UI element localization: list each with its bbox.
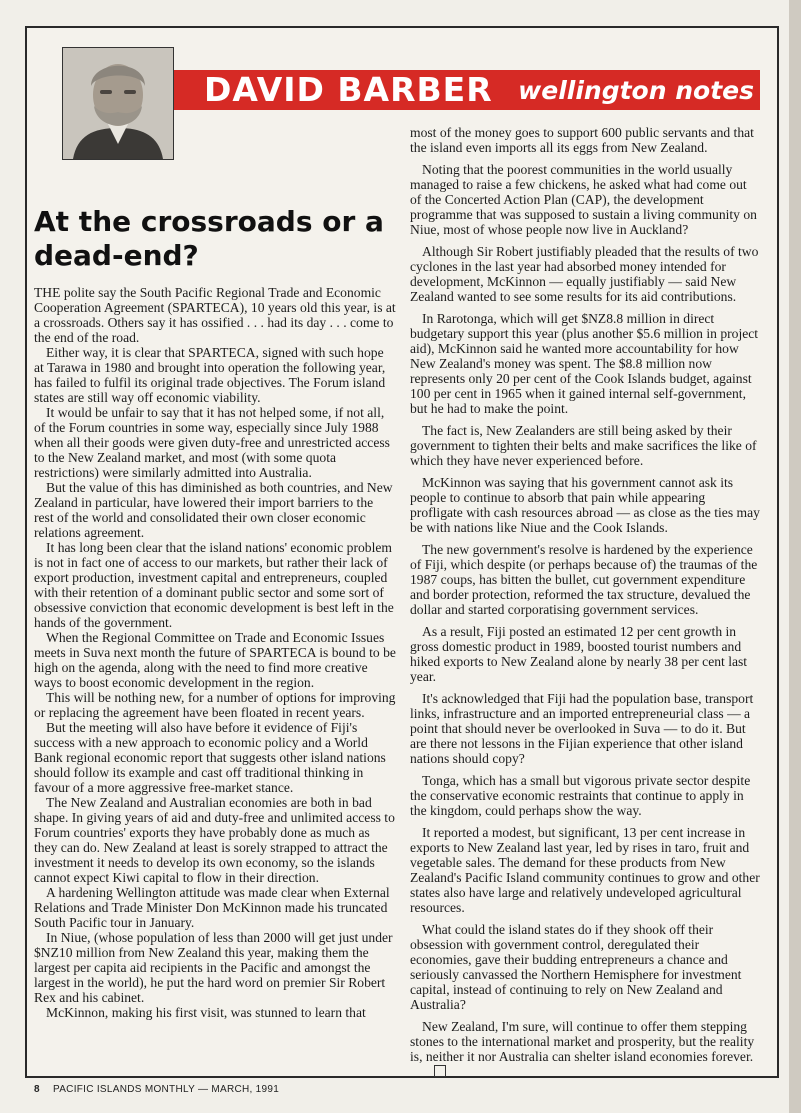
article-paragraph: Noting that the poorest communities in the world usually managed to raise a few chickens, he asked what had come out of the Concerted Action Plan (CAP), the development programme that was supposed to sustain a living community on Niue, most of whose people now live in Auckland? <box>410 162 757 237</box>
article-paragraph: Tonga, which has a small but vigorous private sector despite the conservative economic restraints that continue to apply in the kingdom, could perhaps show the way. <box>410 773 751 818</box>
article-paragraph: It's acknowledged that Fiji had the population base, transport links, infrastructure and an imported entrepreneurial class — a point that should never be overlooked in Suva — to do it. But are there not lessons in the Fijian experience that other island nations should copy? <box>410 691 754 766</box>
article-paragraph: McKinnon, making his first visit, was stunned to learn that <box>46 1005 366 1020</box>
article-paragraph: What could the island states do if they shook off their obsession with government control, deregulated their economies, gave their budding entrepreneurs a chance and seriously canvassed the Northern Hemisphere for investment capital, instead of continuing to rely on New Zealand and Australia? <box>410 922 742 1012</box>
page-number: 8 <box>34 1084 40 1095</box>
article-paragraph: most of the money goes to support 600 public servants and that the island even imports all its eggs from New Zealand. <box>410 125 754 155</box>
article-paragraph: As a result, Fiji posted an estimated 12 per cent growth in gross domestic product in 1989, boosted tourist numbers and hiked exports to New Zealand alone by nearly 38 per cent last year. <box>410 624 748 684</box>
article-paragraph: THE polite say the South Pacific Regional Trade and Economic Cooperation Agreement (SPARTECA), 10 years old this year, is at a crossroads. Others say it has ossified . . . had its day . . . come to the end of the road. <box>34 285 396 345</box>
author-name: DAVID BARBER <box>204 70 493 109</box>
article-paragraph: But the meeting will also have before it evidence of Fiji's success with a new approach to economic policy and a World Bank regional economic report that suggests other island nations should follow its example and cast off traditional thinking in favour of a more aggressive free-market stance. <box>34 720 386 795</box>
page-footer <box>34 1084 279 1095</box>
article-paragraph: This will be nothing new, for a number of options for improving or replacing the agreement have been floated in recent years. <box>34 690 396 720</box>
article-column-right <box>410 125 760 1086</box>
article-paragraph: Either way, it is clear that SPARTECA, signed with such hope at Tarawa in 1980 and brought into operation the following year, has failed to fulfil its original trade objectives. The Forum island states are still way off economic viability. <box>34 345 386 405</box>
article-final-paragraph <box>410 1019 760 1079</box>
article-paragraph: When the Regional Committee on Trade and Economic Issues meets in Suva next month the future of SPARTECA is bound to be high on the agenda, along with the need to find more creative ways to boost economic development in the region. <box>34 630 396 690</box>
column-title: wellington notes <box>518 76 754 105</box>
page-edge <box>789 0 801 1113</box>
article-paragraph: A hardening Wellington attitude was made clear when External Relations and Trade Minister Don McKinnon made his truncated South Pacific tour in January. <box>34 885 390 930</box>
column-banner <box>148 70 760 110</box>
article-paragraph: It reported a modest, but significant, 13 per cent increase in exports to New Zealand last year, led by rises in taro, fruit and vegetable sales. The demand for these products from New Zealand's Pacific Island community continues to grow and other states also have large and relatively undeveloped agricultural resources. <box>410 825 760 915</box>
headline: At the crossroads or a dead-end? <box>34 205 384 272</box>
author-photo <box>62 47 174 160</box>
author-portrait-icon <box>63 48 173 159</box>
article-paragraph-text: New Zealand, I'm sure, will continue to offer them stepping stones to the international market and prosperity, but the reality is, neither it nor Australia can shelter island economies forever. <box>410 1019 755 1064</box>
article-paragraph: In Niue, (whose population of less than 2000 will get just under $NZ10 million from New Zealand this year, making them the largest per capita aid recipients in the Pacific and amongst the largest in the world), he put the hard word on premier Sir Robert Rex and his cabinet. <box>34 930 393 1005</box>
publication-line: PACIFIC ISLANDS MONTHLY — MARCH, 1991 <box>52 1084 280 1095</box>
article-paragraph: The new government's resolve is hardened by the experience of Fiji, which despite (or perhaps because of) the traumas of the 1987 coups, has bitten the bullet, cut government expenditure and border protection, reformed the tax structure, devalued the dollar and started corporatising government services. <box>410 542 758 617</box>
article-paragraph: In Rarotonga, which will get $NZ8.8 million in direct budgetary support this year (plus another $5.6 million in project aid), McKinnon said he wanted more accountability for how New Zealand's money was spent. The $8.8 million now represents only 20 per cent of the Cook Islands budget, against 100 per cent in 1965 when it gained internal self-government, but he had to make the point. <box>410 311 759 416</box>
article-paragraph: The fact is, New Zealanders are still being asked by their government to tighten their belts and make sacrifices the like of which they have never experienced before. <box>410 423 757 468</box>
article-paragraph: McKinnon was saying that his government cannot ask its people to continue to absorb that pain while appearing profligate with cash resources abroad — as close as the ties may be with nations like Niue and the Cook Islands. <box>410 475 760 535</box>
article-paragraph: It would be unfair to say that it has not helped some, if not all, of the Forum countries in some way, especially since July 1988 when all their goods were given duty-free and unrestricted access to the New Zealand market, and most (with some quota restrictions) were similarly admitted into Australia. <box>34 405 390 480</box>
article-column-left <box>34 285 396 1020</box>
article-paragraph: But the value of this has diminished as both countries, and New Zealand in particular, have lowered their import barriers to the rest of the world and consolidated their own closer economic relations agreement. <box>34 480 393 540</box>
article-paragraph: It has long been clear that the island nations' economic problem is not in fact one of access to our markets, but rather their lack of export production, investment capital and entrepreneurs, coupled with their retention of a dominant public sector and some sort of obsessive conviction that economic development is best left in the hands of the government. <box>34 540 394 630</box>
article-paragraph: Although Sir Robert justifiably pleaded that the results of two cyclones in the last year had absorbed money intended for development, McKinnon — equally justifiably — said New Zealand wanted to see some results for its aid contributions. <box>410 244 759 304</box>
article-paragraph: The New Zealand and Australian economies are both in bad shape. In giving years of aid and duty-free and unlimited access to Forum countries' exports they have probably done as much as they can do. New Zealand at least is sorely strapped to attract the investment it needs to develop its own economy, so the islands cannot expect Kiwi capital to flow in their direction. <box>34 795 395 885</box>
end-mark-icon <box>434 1065 446 1077</box>
